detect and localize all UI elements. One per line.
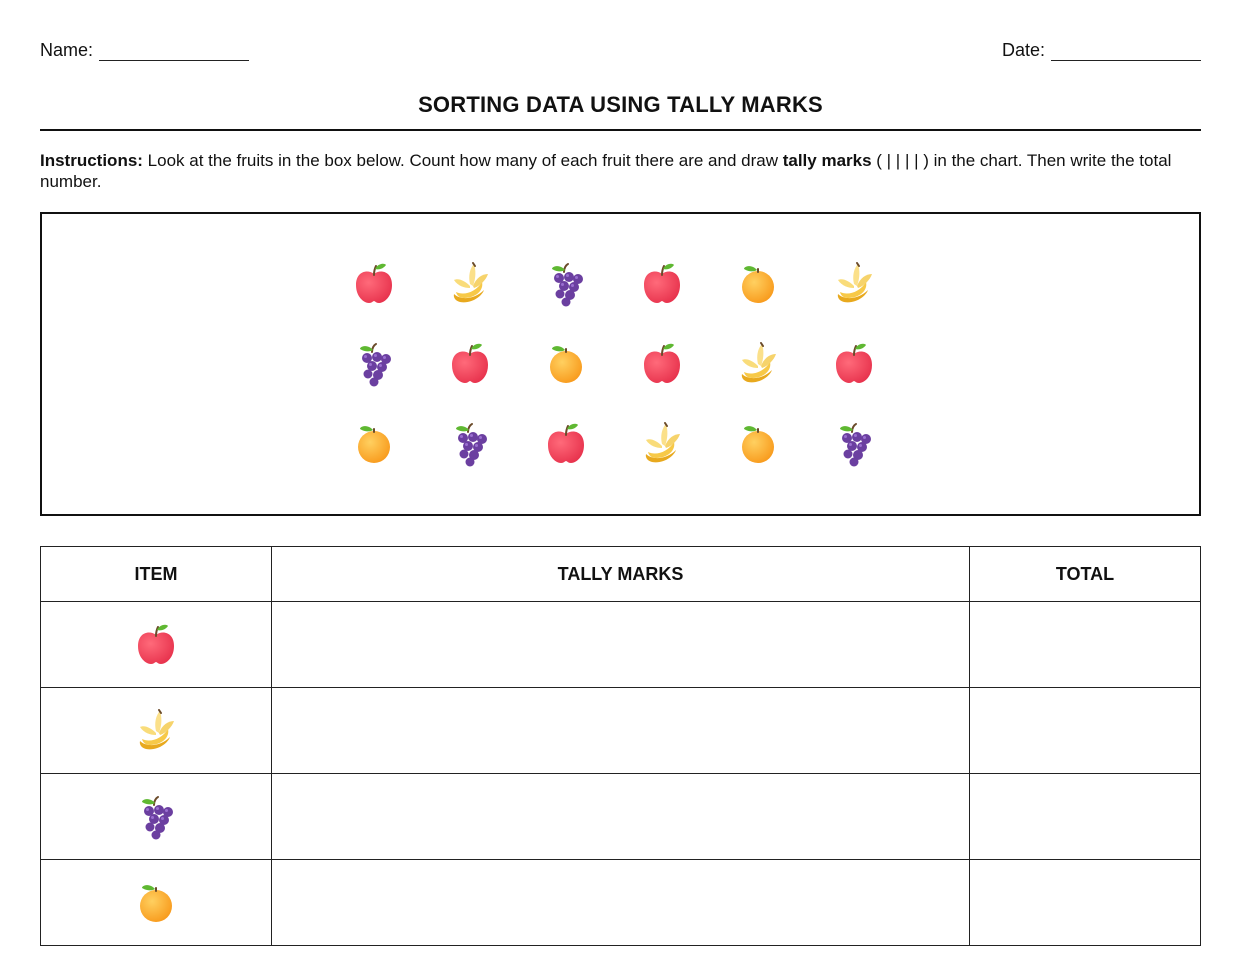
banana-icon xyxy=(638,420,686,468)
apple-icon xyxy=(350,260,398,308)
total-cell[interactable] xyxy=(970,860,1201,946)
orange-icon xyxy=(734,260,782,308)
date-field xyxy=(1002,40,1201,61)
item-cell xyxy=(41,688,272,774)
apple-icon xyxy=(830,340,878,388)
tally-marks-cell[interactable] xyxy=(272,688,970,774)
apple-icon xyxy=(638,260,686,308)
apple-icon xyxy=(132,621,180,669)
total-cell[interactable] xyxy=(970,774,1201,860)
total-cell[interactable] xyxy=(970,602,1201,688)
header-item: ITEM xyxy=(41,547,272,602)
instructions-text-after: ( | | | | ) in the chart. Then write the total number. xyxy=(40,151,1172,191)
date-blank-line[interactable] xyxy=(1051,44,1201,61)
page-title: SORTING DATA USING TALLY MARKS xyxy=(418,92,823,117)
header-tally-marks: TALLY MARKS xyxy=(272,547,970,602)
grapes-icon xyxy=(132,793,180,841)
table-row xyxy=(41,774,1201,860)
item-cell xyxy=(41,602,272,688)
instructions xyxy=(40,150,1201,192)
header-row xyxy=(40,40,1201,62)
tally-marks-cell[interactable] xyxy=(272,602,970,688)
banana-icon xyxy=(734,340,782,388)
instructions-text-before: Look at the fruits in the box below. Count how many of each fruit there are and draw xyxy=(142,151,783,170)
tally-marks-cell[interactable] xyxy=(272,774,970,860)
instructions-emphasis: tally marks xyxy=(782,151,872,170)
title-divider xyxy=(40,129,1201,131)
orange-icon xyxy=(734,420,782,468)
fruit-grid xyxy=(350,260,926,500)
orange-icon xyxy=(132,879,180,927)
name-field xyxy=(40,40,249,61)
orange-icon xyxy=(542,340,590,388)
tally-table xyxy=(40,546,1201,946)
table-row xyxy=(41,688,1201,774)
banana-icon xyxy=(132,707,180,755)
tally-header-row xyxy=(41,547,1201,602)
name-blank-line[interactable] xyxy=(99,44,249,61)
grapes-icon xyxy=(830,420,878,468)
grapes-icon xyxy=(350,340,398,388)
header-total: TOTAL xyxy=(970,547,1201,602)
table-row xyxy=(41,860,1201,946)
apple-icon xyxy=(542,420,590,468)
banana-icon xyxy=(830,260,878,308)
table-row xyxy=(41,602,1201,688)
tally-marks-cell[interactable] xyxy=(272,860,970,946)
item-cell xyxy=(41,860,272,946)
name-label: Name: xyxy=(40,40,94,60)
apple-icon xyxy=(638,340,686,388)
banana-icon xyxy=(446,260,494,308)
instructions-lead: Instructions: xyxy=(40,151,143,170)
grapes-icon xyxy=(542,260,590,308)
orange-icon xyxy=(350,420,398,468)
item-cell xyxy=(41,774,272,860)
total-cell[interactable] xyxy=(970,688,1201,774)
grapes-icon xyxy=(446,420,494,468)
apple-icon xyxy=(446,340,494,388)
fruit-box xyxy=(40,212,1201,516)
date-label: Date: xyxy=(1001,40,1045,60)
